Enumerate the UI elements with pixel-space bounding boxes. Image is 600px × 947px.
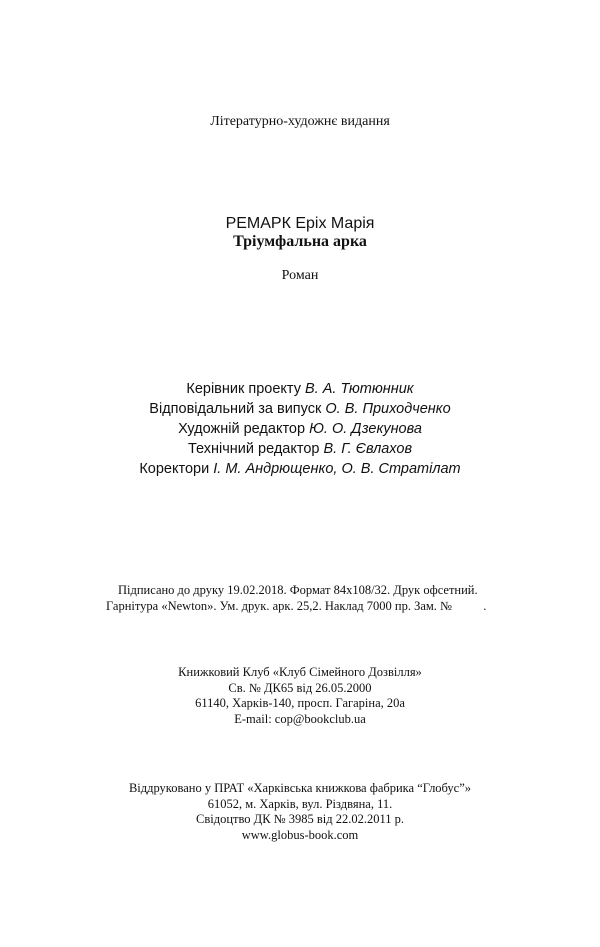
- credit-line: [0, 419, 600, 439]
- credit-line: [0, 459, 600, 479]
- credit-person: І. М. Андрющенко, О. В. Стратілат: [213, 461, 461, 477]
- credit-role: Коректори: [139, 461, 210, 477]
- printer-website: www.globus-book.com: [241, 827, 359, 842]
- credit-person: В. А. Тютюнник: [305, 381, 414, 397]
- credit-person: В. Г. Євлахов: [323, 441, 413, 457]
- credit-role: Художній редактор: [178, 421, 306, 437]
- printer-block: [0, 781, 600, 843]
- publisher-certificate: Св. № ДК65 від 26.05.2000: [228, 680, 372, 695]
- printer-name: Віддруковано у ПРАТ «Харківська книжкова фабрика “Глобус”»: [128, 781, 472, 795]
- publisher-address: 61140, Харків-140, просп. Гагаріна, 20а: [195, 696, 405, 710]
- credit-line: [0, 379, 600, 399]
- credits-block: [0, 379, 600, 479]
- credit-role: Відповідальний за випуск: [149, 401, 322, 417]
- genre-label: Літературно-художнє видання: [210, 114, 390, 129]
- credit-person: О. В. Приходченко: [325, 401, 451, 417]
- credit-line: [0, 439, 600, 459]
- publisher-block: [0, 665, 600, 727]
- book-title: Тріумфальна арка: [233, 233, 367, 250]
- credit-person: Ю. О. Дзекунова: [309, 421, 422, 437]
- imprint-print-info: Підписано до друку 19.02.2018. Формат 84х108/32. Друк офсетний.: [118, 583, 478, 597]
- imprint-block: [106, 582, 486, 614]
- printer-certificate: Свідоцтво ДК № 3985 від 22.02.2011 р.: [196, 812, 404, 826]
- credit-role: Технічний редактор: [187, 441, 320, 457]
- author-name: РЕМАРК Еріх Марія: [225, 215, 375, 232]
- credit-role: Керівник проекту: [186, 381, 301, 397]
- printer-address: 61052, м. Харків, вул. Різдвяна, 11.: [207, 796, 393, 811]
- publisher-name: Книжковий Клуб «Клуб Сімейного Дозвілля»: [178, 665, 422, 679]
- imprint-typeface-info: Гарнітура «Newton». Ум. друк. арк. 25,2. Наклад 7000 пр. Зам. № .: [106, 599, 487, 613]
- credit-line: [0, 399, 600, 419]
- book-subtitle: Роман: [281, 268, 319, 283]
- publisher-email: E-mail: cop@bookclub.ua: [234, 711, 366, 726]
